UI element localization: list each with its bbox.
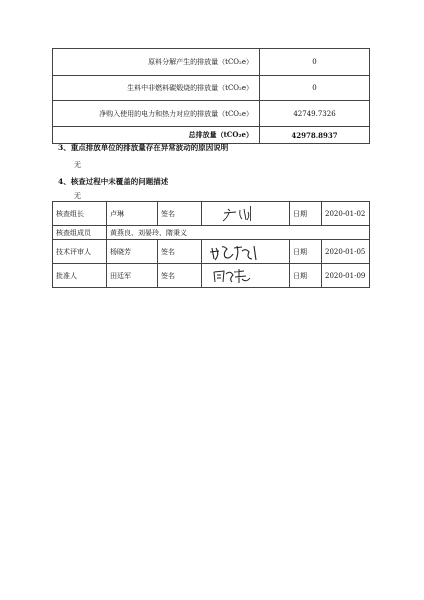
row-value: 0 bbox=[260, 49, 370, 76]
table-row bbox=[53, 226, 370, 240]
person-name: 卢琳 bbox=[107, 202, 158, 226]
row-label: 净购入使用的电力和热力对应的排放量（tCO₂e） bbox=[53, 101, 260, 127]
table-row bbox=[53, 240, 370, 264]
table-row bbox=[53, 101, 370, 127]
table-row bbox=[53, 76, 370, 101]
table-row bbox=[53, 49, 370, 76]
section-4-note: 无 bbox=[74, 192, 81, 200]
review-table bbox=[52, 201, 370, 288]
sign-label: 签名 bbox=[158, 202, 202, 226]
date-label: 日期 bbox=[290, 202, 322, 226]
row-value: 42749.7326 bbox=[260, 101, 370, 127]
row-label: 生料中非燃料碳煅烧的排放量（tCO₂e） bbox=[53, 76, 260, 101]
signature-leader bbox=[206, 204, 282, 224]
table-row bbox=[53, 202, 370, 226]
date-value: 2020-01-02 bbox=[322, 202, 370, 226]
person-name: 杨晓芳 bbox=[107, 240, 158, 264]
signature-cell bbox=[202, 240, 290, 264]
sign-label: 签名 bbox=[158, 264, 202, 288]
total-value: 42978.8937 bbox=[260, 127, 370, 144]
role-label: 核查组成员 bbox=[53, 226, 107, 240]
role-label: 批准人 bbox=[53, 264, 107, 288]
signature-approver bbox=[206, 266, 282, 286]
table-row bbox=[53, 264, 370, 288]
text-cursor bbox=[250, 206, 251, 221]
sign-label: 签名 bbox=[158, 240, 202, 264]
date-label: 日期 bbox=[290, 240, 322, 264]
date-label: 日期 bbox=[290, 264, 322, 288]
role-label: 核查组长 bbox=[53, 202, 107, 226]
row-value: 0 bbox=[260, 76, 370, 101]
row-label: 原料分解产生的排放量（tCO₂e） bbox=[53, 49, 260, 76]
role-label: 技术评审人 bbox=[53, 240, 107, 264]
section-3-heading: 3、重点排放单位的排放量存在异常波动的原因说明 bbox=[58, 143, 229, 152]
section-3-note: 无 bbox=[74, 161, 81, 169]
member-names: 黄燕良、刘晏玲、隋秉义 bbox=[107, 226, 370, 240]
total-label: 总排放量（tCO₂e） bbox=[53, 127, 260, 144]
date-value: 2020-01-09 bbox=[322, 264, 370, 288]
signature-cell bbox=[202, 202, 290, 226]
emissions-table bbox=[52, 48, 370, 144]
person-name: 田廷军 bbox=[107, 264, 158, 288]
table-row-total bbox=[53, 127, 370, 144]
signature-tech bbox=[206, 242, 282, 262]
section-4-heading: 4、核查过程中未覆盖的问题描述 bbox=[58, 177, 169, 186]
signature-cell bbox=[202, 264, 290, 288]
date-value: 2020-01-05 bbox=[322, 240, 370, 264]
